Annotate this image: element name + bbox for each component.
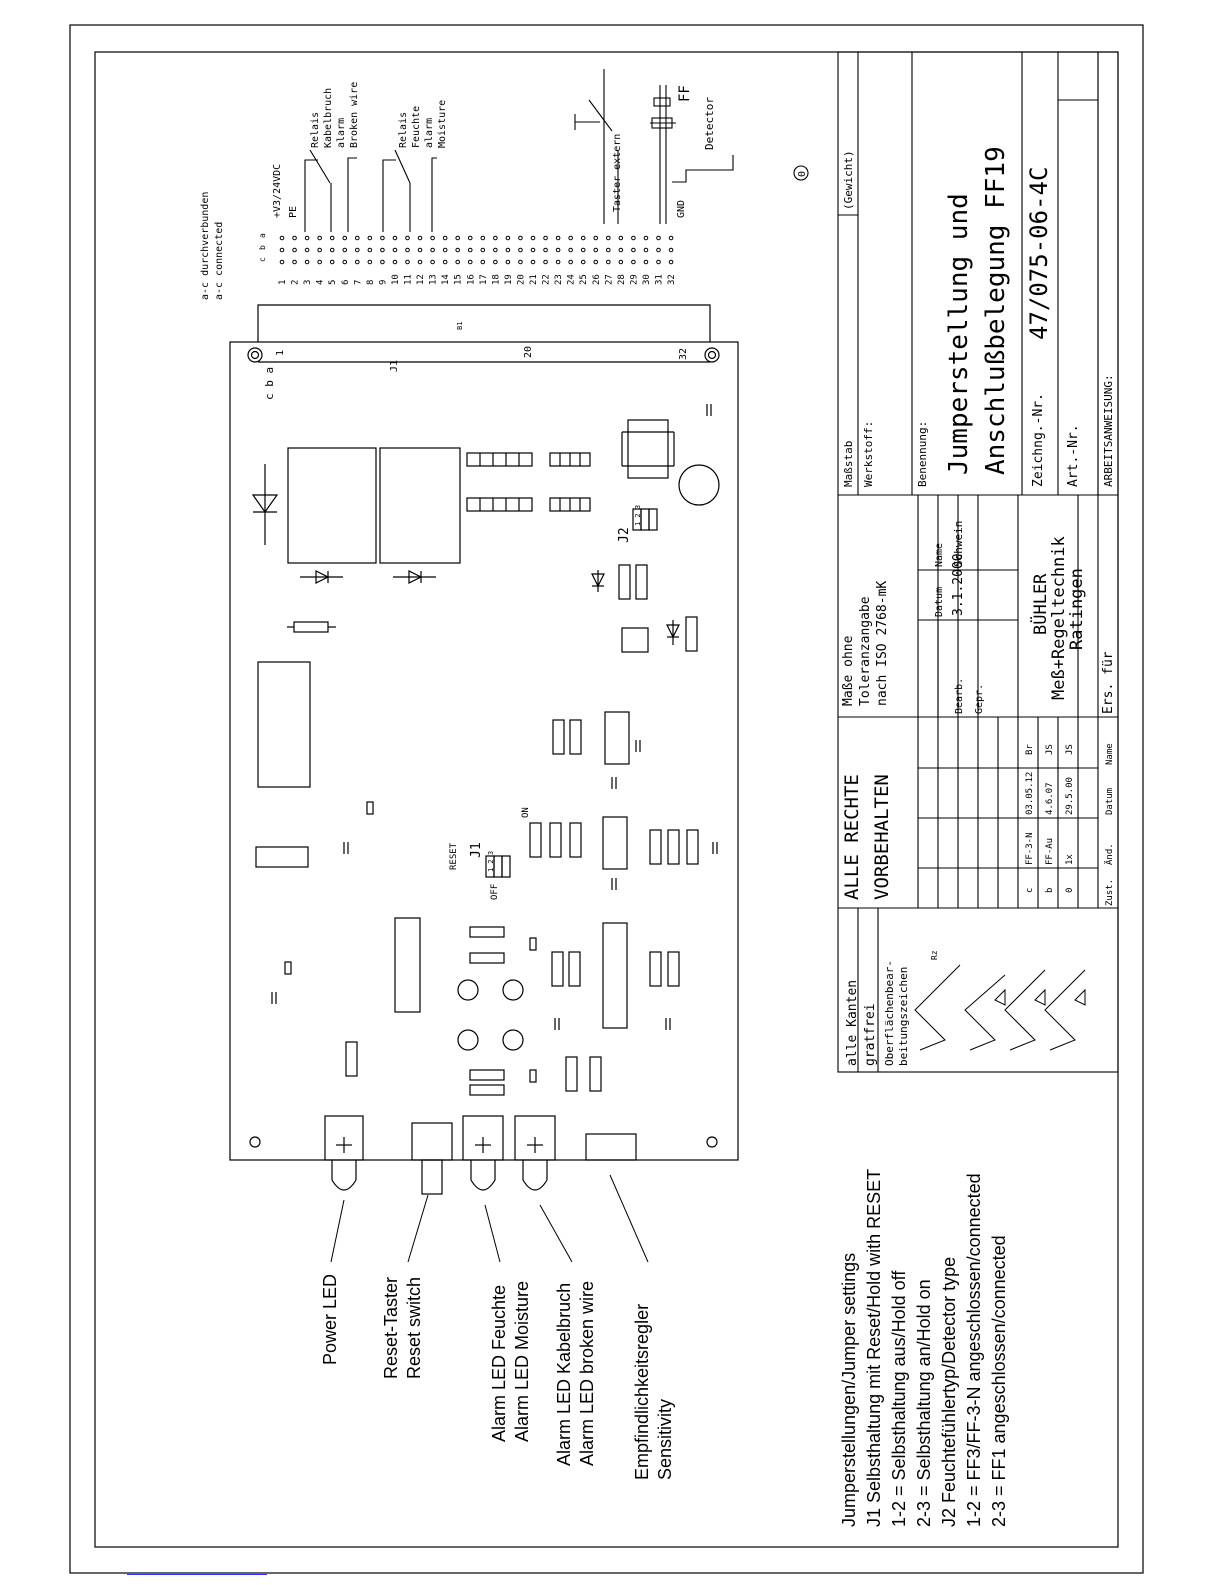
relay-broken-l2: Kabelbruch [323, 87, 334, 148]
company-l2: Meß+Regeltechnik [1049, 536, 1069, 700]
pin-number: 23 [554, 274, 565, 285]
pin-number: 19 [503, 274, 514, 285]
naming-label: Benennung: [916, 420, 929, 487]
j1-reset-label: RESET [449, 842, 459, 870]
connector-col-c: c [258, 257, 267, 262]
jumper-line-3: 2-3 = Selbsthaltung an/Hold on [914, 1279, 934, 1527]
pin-number: 12 [416, 274, 427, 285]
rev-c-idx: c [1025, 887, 1035, 893]
material-label: Werkstoff: [862, 420, 875, 487]
rev-c-name: Br [1025, 744, 1035, 755]
jumper-line-1: J1 Selbsthaltung mit Reset/Hold with RESET [864, 1168, 884, 1527]
art-no-label: Art.-Nr. [1066, 424, 1081, 487]
bearb-date: 3.1.2000 [951, 553, 966, 616]
scale-label: Maßstab [842, 440, 855, 487]
edges-l1: alle Kanten [845, 979, 860, 1066]
drawing-no-label: Zeichng.-Nr. [1031, 393, 1046, 487]
relay-moisture-l4: Moisture [437, 99, 448, 148]
gepr-label: Gepr. [974, 683, 985, 714]
pin-number: 28 [616, 274, 627, 285]
pin-number: 20 [516, 274, 527, 285]
surface-l1: Oberflächenbear- [883, 960, 896, 1066]
pin-number: 21 [529, 274, 539, 285]
pin-number: 2 [290, 279, 301, 285]
callout-alarm-feuchte: Alarm LED Feuchte [489, 1284, 509, 1442]
pcb-side-cba: c b a [263, 366, 276, 400]
date-label: Datum [934, 586, 945, 617]
connector-note-line2: a-c connected [214, 221, 225, 300]
jumper-line-6: 2-3 = FF1 angeschlossen/connected [989, 1235, 1009, 1527]
ff-label: FF [677, 85, 693, 102]
j1-pins: 1 2 3 [487, 850, 495, 872]
tolerance-l2: Toleranzangabe [858, 596, 873, 706]
rev-header-zust: Zust. [1105, 878, 1115, 906]
tolerance-l1: Maße ohne [841, 635, 856, 706]
drawing-no: 47/075-06-4C [1025, 166, 1053, 340]
callout-sensitivity-de: Empfindlichkeitsregler [632, 1303, 652, 1480]
pin-number: 5 [328, 279, 339, 285]
pin-number: 26 [591, 274, 602, 285]
pin-number: 14 [441, 274, 452, 285]
j1-off-label: OFF [490, 883, 500, 900]
pcb-pin20: 20 [523, 345, 534, 358]
pin-number: 31 [654, 274, 665, 285]
tolerance-l3: nach ISO 2768-mK [875, 580, 890, 706]
pin-number: 24 [566, 274, 577, 285]
sheet-number: 0 [797, 170, 808, 177]
ers-fuer: Ers. für [1101, 651, 1116, 714]
title-line2: Anschlußbelegung FF19 [981, 146, 1011, 475]
pin-number: 32 [667, 274, 678, 285]
surface-l2: beitungszeichen [897, 966, 910, 1066]
pin-number: 27 [604, 274, 615, 285]
pcb-pin1: 1 [275, 349, 286, 356]
rev-0-idx: 0 [1065, 887, 1075, 893]
jumper-line-5: 1-2 = FF3/FF-3-N angeschlossen/connected [964, 1173, 984, 1527]
rev-b-name: JS [1045, 744, 1055, 755]
rights-l1: ALLE RECHTE [841, 774, 863, 900]
weight-label: (Gewicht) [842, 150, 855, 210]
rev-0-date: 29.5.00 [1065, 777, 1075, 815]
rev-header-datum: Datum [1105, 787, 1115, 815]
callout-reset-taster: Reset-Taster [381, 1276, 401, 1379]
callout-sensitivity-en: Sensitivity [655, 1398, 675, 1480]
pin-pe-label: PE [288, 205, 299, 218]
relay-broken-l4: Broken wire [349, 81, 360, 148]
detector-label: Detector [703, 97, 716, 150]
connector-col-b: b [258, 245, 267, 250]
rev-b-date: 4.6.07 [1045, 782, 1055, 815]
connector-note-line1: a-c durchverbunden [200, 191, 211, 300]
edges-l2: gratfrei [863, 1003, 878, 1066]
pin-number: 10 [390, 274, 401, 285]
pin-number: 18 [491, 274, 502, 285]
j1-label: J1 [469, 842, 484, 858]
rev-c-date: 03.05.12 [1025, 771, 1035, 815]
jumper-line-0: Jumperstellungen/Jumper settings [839, 1252, 859, 1527]
rev-header-name: Name [1105, 743, 1115, 765]
surface-rz: Rz [930, 950, 939, 960]
pin-number: 25 [579, 274, 590, 285]
callout-alarm-kabelbruch: Alarm LED Kabelbruch [554, 1282, 574, 1466]
pin-number: 9 [378, 279, 389, 285]
relay-broken-l1: Relais [310, 111, 321, 148]
pin-number: 7 [353, 279, 364, 285]
pin-number: 29 [629, 274, 640, 285]
pin-number: 16 [466, 274, 477, 285]
jumper-line-2: 1-2 = Selbsthaltung aus/Hold off [889, 1270, 909, 1527]
pin-number: 22 [541, 274, 552, 285]
j2-label: J2 [617, 527, 632, 543]
pcb-connector-label: J1 [389, 359, 400, 372]
relay-moisture-l3: alarm [424, 117, 435, 148]
company-l3: Ratingen [1067, 568, 1087, 650]
connector-b1-label: B1 [456, 321, 464, 330]
taster-extern-label: Taster extern [612, 133, 623, 212]
pin-number: 6 [340, 279, 351, 285]
bearb-label: Bearb. [954, 677, 965, 714]
callout-alarm-moisture: Alarm LED Moisture [512, 1280, 532, 1442]
work-instruction: ARBEITSANWEISUNG: [1102, 374, 1115, 487]
callout-reset-switch: Reset switch [404, 1276, 424, 1379]
rev-b-idx: b [1045, 887, 1055, 893]
pin-number: 13 [428, 274, 439, 285]
title-line1: Jumperstellung und [944, 193, 974, 475]
pcb-pin32: 32 [678, 347, 689, 360]
rev-c-change: FF-3-N [1025, 832, 1035, 865]
rev-0-change: 1x [1065, 854, 1075, 865]
pin-number: 4 [315, 279, 326, 285]
name-label: Name [934, 542, 945, 567]
j1-on-label: ON [521, 807, 531, 818]
pin-number: 30 [641, 274, 652, 285]
footer-link-underline[interactable] [127, 1574, 267, 1575]
rev-header-aend: Änd. [1105, 843, 1115, 865]
pin-number: 1 [278, 279, 288, 285]
relay-moisture-l2: Feuchte [411, 105, 422, 148]
rev-b-change: FF-Au [1045, 837, 1055, 865]
j2-pins: 1 2 3 [634, 504, 642, 526]
relay-moisture-l1: Relais [398, 111, 409, 148]
rev-0-name: JS [1065, 744, 1075, 755]
pin-supply-label: +V3/24VDC [272, 163, 283, 218]
pin-number: 8 [365, 279, 376, 285]
pin-number: 3 [303, 279, 314, 285]
connector-col-a: a [258, 233, 267, 238]
bearb-name: Schwein [952, 520, 965, 567]
pin-gnd-label: GND [676, 199, 687, 218]
callout-alarm-broken-wire: Alarm LED broken wire [577, 1280, 597, 1466]
jumper-line-4: J2 Feuchtefühlertyp/Detector type [939, 1256, 959, 1527]
rights-l2: VORBEHALTEN [871, 774, 893, 900]
pin-number: 17 [478, 274, 489, 285]
pin-number: 11 [403, 274, 414, 285]
company-l1: BÜHLER [1031, 573, 1051, 635]
pin-number: 15 [453, 274, 464, 285]
callout-power-led: Power LED [320, 1273, 340, 1365]
relay-broken-l3: alarm [336, 117, 347, 148]
